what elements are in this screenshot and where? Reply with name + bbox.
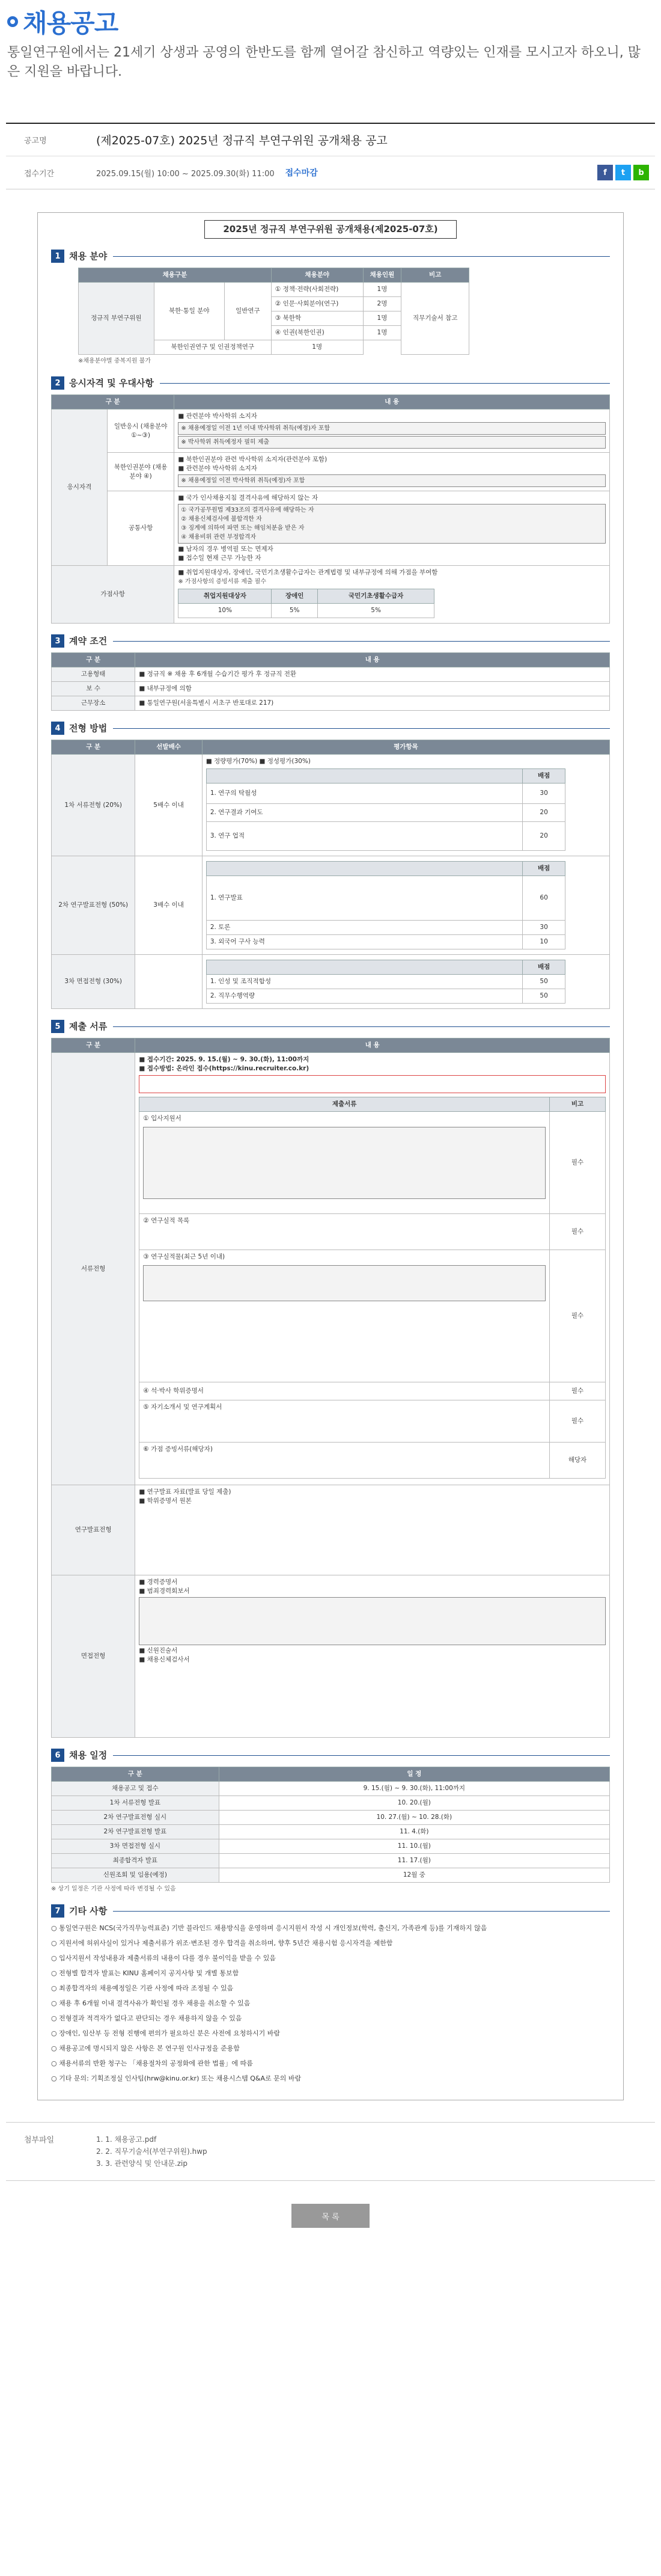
list-item: ○ 채용서류의 반환 청구는 「채용절차의 공정화에 관한 법률」에 따름 (51, 2059, 253, 2067)
list-item: ○ 전형결과 적격자가 없다고 판단되는 경우 채용하지 않을 수 있음 (51, 2014, 242, 2022)
facebook-icon[interactable]: f (597, 165, 613, 180)
list-button[interactable]: 목 록 (291, 2204, 370, 2228)
section-header: 6 채용 일정 (51, 1749, 610, 1762)
section-header: 2 응시자격 및 우대사항 (51, 376, 610, 390)
list-item: ○ 지원서에 허위사실이 있거나 제출서류가 위조·변조된 경우 합격을 취소하며, 향후 5년간 채용시험 응시자격을 제한함 (51, 1939, 393, 1947)
status-badge: 접수마감 (285, 168, 318, 178)
section-header: 3 계약 조건 (51, 634, 610, 648)
period-label: 접수기간 (24, 169, 55, 179)
blog-icon[interactable]: b (633, 165, 649, 180)
list-item: ○ 입사지원서 작성내용과 제출서류의 내용이 다를 경우 불이익을 받을 수 있음 (51, 1954, 276, 1962)
qualification-table: 구 분 내 용 응시자격 일반응시 (채용분야 ①~③) ■ 관련분야 박사학위 소지자 ※ 채용예정일 이전 1년 이내 박사학위 취득(예정)자 포함 ※ 박사학위 취득예정자 필히 제출 북한인권분야 (채용분야 ④) ■ 북한인권분야 관련 박사학위 소지자(관련분야 포함) ■ 관련분야 박사학위 소지자 ※ 채용예정일 이전 박사학위 취득(예정)자 포함 공통사항 ■ 국가 인사채용지침 결격사유에 해당하지 않는 자 ① 국가공무원법 제33조의 결격사유에 해당하는 자 ② 채용신체검사에 불합격한 자 ③ 징계에 의하여 파면 또는 해임처분을 받은 자 ④ 채용비위 관련 부정합격자 ■ 남자의 경우 병역필 또는 면제자 ■ 접수일 현재 근무 가능한 자 가점사항 ■ 취업지원대상자, 장애인, 국민기초생활수급자는 관계법령 및 내부규정에 의해 가점을 부여함 ※ 가점사항의 증빙서류 제출 필수 취업지원대상자 장애인 국민기초생활수급자 10% 5% 5% (51, 394, 610, 624)
misc-list (51, 1922, 610, 2084)
list-item: ○ 전형별 합격자 발표는 KINU 홈페이지 공지사항 및 개별 통보함 (51, 1969, 239, 1977)
selection-table: 구 분 선발배수 평가항목 1차 서류전형 (20%) 5배수 이내 ■ 정량평가(70%) ■ 정성평가(30%) 배점 1. 연구의 탁월성 30 2. 연구결과 기여도 20 3. 연구 업적 20 2차 연구발표전형 (50%) 3배수 이내 배점 1. 연구발표 60 2. 토론 30 3. 외국어 구사 능력 10 3차 면접전형 (30%) 배점 1. 인성 및 조직적합성 50 2. 직무수행역량 50 (51, 740, 610, 1009)
contract-table: 구 분 내 용 고용형태 ■ 정규직 ※ 채용 후 6개월 수습기간 평가 후 정규직 전환 보 수 ■ 내부규정에 의함 근무장소 ■ 통일연구원(서울특별시 서초구 반포대로 217) (51, 652, 610, 711)
page-title: 채용공고 (23, 8, 118, 38)
period-value: 2025.09.15(월) 10:00 ~ 2025.09.30(화) 11:00 (96, 169, 275, 179)
section-header: 1 채용 분야 (51, 250, 610, 263)
page-header (0, 0, 661, 123)
attachment-link[interactable]: 3. 3. 관련양식 및 안내문.zip (96, 2159, 187, 2168)
share-buttons (597, 165, 655, 180)
attachment-link[interactable]: 2. 2. 직무기술서(부연구위원).hwp (96, 2147, 207, 2156)
section-header: 4 전형 방법 (51, 722, 610, 735)
title-label: 공고명 (24, 136, 47, 146)
list-item: ○ 통일연구원은 NCS(국가직무능력표준) 기반 블라인드 채용방식을 운영하며 응시지원서 작성 시 개인정보(학력, 출신지, 가족관계 등)를 기재하지 않음 (51, 1924, 487, 1932)
schedule-table: 구 분 일 정 채용공고 및 접수 9. 15.(월) ~ 9. 30.(화), 11:00까지 1차 서류전형 발표 10. 20.(월) 2차 연구발표전형 실시 10. 27.(월) ~ 10. 28.(화) 2차 연구발표전형 발표 11. 4.(화) 3차 면접전형 실시 11. 10.(월) 최종합격자 발표 11. 17.(월) 신원조회 및 임용(예정) 12월 중 (51, 1767, 610, 1883)
list-item: ○ 최종합격자의 채용예정일은 기관 사정에 따라 조정될 수 있음 (51, 1984, 234, 1992)
attachments: 첨부파일 1. 1. 채용공고.pdf 2. 2. 직무기술서(부연구위원).hwp 3. 3. 관련양식 및 안내문.zip (6, 2122, 655, 2181)
poster-title: 2025년 정규직 부연구위원 공개채용(제2025-07호) (204, 220, 457, 239)
intro-text: 통일연구원에서는 21세기 상생과 공영의 한반도를 함께 열어갈 참신하고 역량있는 인재를 모시고자 하오니, 많은 지원을 바랍니다. (7, 45, 641, 79)
notice-poster: 2025년 정규직 부연구위원 공개채용(제2025-07호) 1 채용 분야 채용구분 채용분야 채용인원 비고 정규직 부연구위원 북한·통일 분야 일반연구 ① 정책·전략(사회전략) 1명 직무기술서 참고 ② 인문·사회분야(연구) 2명 ③ 북한학 1명 ④ 인권(북한인권) 1명 북한인권연구 및 인권정책연구 1명 ※채용분야별 중복지원 불가 2 응시자격 및 우대사항 구 분 내 용 응시자격 일반응시 (채용분야 ①~③) ■ 관련분야 박사학위 소지자 ※ 채용예정일 이전 1년 이내 박사학위 취득(예정)자 포함 ※ 박사학위 취득예정자 필히 제출 북한인권분야 (채용분야 ④) ■ 북한인권분야 관련 박사학위 소지자(관련분야 포함) ■ 관련분야 박사학위 소지자 ※ 채용예정일 이전 박사학위 취득(예정)자 포함 공통사항 ■ 국가 인사채용지침 결격사유에 해당하지 않는 자 ① 국가공무원법 제33조의 결격사유에 해당하는 자 ② 채용신체검사에 불합격한 자 ③ 징계에 의하여 파면 또는 해임처분을 받은 자 ④ 채용비위 관련 부정합격자 ■ 남자의 경우 병역필 또는 면제자 ■ 접수일 현재 근무 가능한 자 가점사항 ■ 취업지원대상자, 장애인, 국민기초생활수급자는 관계법령 및 내부규정에 의해 가점을 부여함 ※ 가점사항의 증빙서류 제출 필수 취업지원대상자 장애인 국민기초생활수급자 10% 5% 5% 3 계약 조건 구 분 내 용 고용형태 ■ 정규직 ※ 채용 후 6개월 수습기간 평가 후 정규직 전환 보 수 ■ 내부규정에 의함 근무장소 ■ 통일연구원(서울특별시 서초구 반포대로 217) 4 전형 방법 구 분 선발배수 평가항목 1차 서류전형 (20%) 5배수 이내 ■ 정량평가(70%) ■ 정성평가(30%) 배점 1. 연구의 탁월성 30 2. 연구결과 기여도 20 3. 연구 업적 20 2차 연구발표전형 (50%) 3배수 이내 배점 1. 연구발표 60 2. 토론 30 3. 외국어 구사 능력 10 3차 면접전형 (30%) 배점 1. 인성 및 조직적합성 50 2. 직무수행역량 50 5 제출 서류 구 분 내 용 서류전형 ■ 접수기간: 2025. 9. 15.(월) ~ 9. 30.(화), 11:00까지 ■ 접수방법: 온라인 접수(https://kinu.recruiter.co.kr) 제출서류 비고 ① 입사지원서 필수 ② 연구실적 목록 필수 ③ 연구실적물(최근 5년 이내) 필수 ④ 석·박사 학위증명서 필수 ⑤ 자기소개서 및 연구계획서 필수 ⑥ 가점 증빙서류(해당자) 해당자 연구발표전형 ■ 연구발표 자료(발표 당일 제출) ■ 학위증명서 원본 면접전형 ■ 경력증명서 ■ 범죄경력회보서 ■ 신원진술서 ■ 채용신체검사서 6 채용 일정 구 분 일 정 채용공고 및 접수 9. 15.(월) ~ 9. 30.(화), 11:00까지 1차 서류전형 발표 10. 20.(월) 2차 연구발표전형 실시 10. 27.(월) ~ 10. 28.(화) 2차 연구발표전형 발표 11. 4.(화) 3차 면접전형 실시 11. 10.(월) 최종합격자 발표 11. 17.(월) 신원조회 및 임용(예정) 12월 중 ※ 상기 일정은 기관 사정에 따라 변경될 수 있음 7 기타 사항 ○ 통일연구원은 NCS(국가직무능력표준) 기반 블라인드 채용방식을 운영하며 응시지원서 작성 시 개인정보(학력, 출신지, 가족관계 등)를 기재하지 않음 ○ 지원서에 허위사실이 있거나 제출서류가 위조·변조된 경우 합격을 취소하며, 향후 5년간 채용시험 응시자격을 제한함 ○ 입사지원서 작성내용과 제출서류의 내용이 다를 경우 불이익을 받을 수 있음 ○ 전형별 합격자 발표는 KINU 홈페이지 공지사항 및 개별 통보함 ○ 최종합격자의 채용예정일은 기관 사정에 따라 조정될 수 있음 ○ 채용 후 6개월 이내 결격사유가 확인될 경우 채용을 취소할 수 있음 ○ 전형결과 적격자가 없다고 판단되는 경우 채용하지 않을 수 있음 ○ 장애인, 임산부 등 전형 진행에 편의가 필요하신 분은 사전에 요청하시기 바람 ○ 채용공고에 명시되지 않은 사항은 본 연구원 인사규정을 준용함 ○ 채용서류의 반환 청구는 「채용절차의 공정화에 관한 법률」에 따름 ○ 기타 문의: 기획조정실 인사팀(hrw@kinu.or.kr) 또는 채용시스템 Q&A로 문의 바람 (37, 212, 624, 2100)
list-item: ○ 채용공고에 명시되지 않은 사항은 본 연구원 인사규정을 준용함 (51, 2044, 240, 2052)
attachment-link[interactable]: 1. 1. 채용공고.pdf (96, 2135, 157, 2144)
list-item: ○ 기타 문의: 기획조정실 인사팀(hrw@kinu.or.kr) 또는 채용시스템 Q&A로 문의 바람 (51, 2075, 302, 2082)
notice-meta (6, 123, 655, 189)
recruit-field-table: 채용구분 채용분야 채용인원 비고 정규직 부연구위원 북한·통일 분야 일반연구 ① 정책·전략(사회전략) 1명 직무기술서 참고 ② 인문·사회분야(연구) 2명 ③ 북한학 1명 ④ 인권(북한인권) 1명 북한인권연구 및 인권정책연구 1명 (78, 268, 469, 355)
list-item: ○ 채용 후 6개월 이내 결격사유가 확인될 경우 채용을 취소할 수 있음 (51, 1999, 251, 2007)
list-item: ○ 장애인, 임산부 등 전형 진행에 편의가 필요하신 분은 사전에 요청하시기 바람 (51, 2029, 280, 2037)
section-header: 5 제출 서류 (51, 1020, 610, 1033)
notice-title: (제2025-07호) 2025년 정규직 부연구위원 공개채용 공고 (96, 134, 388, 147)
bullet-icon (7, 16, 18, 27)
documents-table: 구 분 내 용 서류전형 ■ 접수기간: 2025. 9. 15.(월) ~ 9. 30.(화), 11:00까지 ■ 접수방법: 온라인 접수(https://kinu.recruiter.co.kr) 제출서류 비고 ① 입사지원서 필수 ② 연구실적 목록 필수 ③ 연구실적물(최근 5년 이내) 필수 ④ 석·박사 학위증명서 필수 ⑤ 자기소개서 및 연구계획서 필수 ⑥ 가점 증빙서류(해당자) 해당자 연구발표전형 ■ 연구발표 자료(발표 당일 제출) ■ 학위증명서 원본 면접전형 ■ 경력증명서 ■ 범죄경력회보서 ■ 신원진술서 ■ 채용신체검사서 (51, 1038, 610, 1738)
section-header: 7 기타 사항 (51, 1904, 610, 1918)
twitter-icon[interactable]: t (615, 165, 631, 180)
